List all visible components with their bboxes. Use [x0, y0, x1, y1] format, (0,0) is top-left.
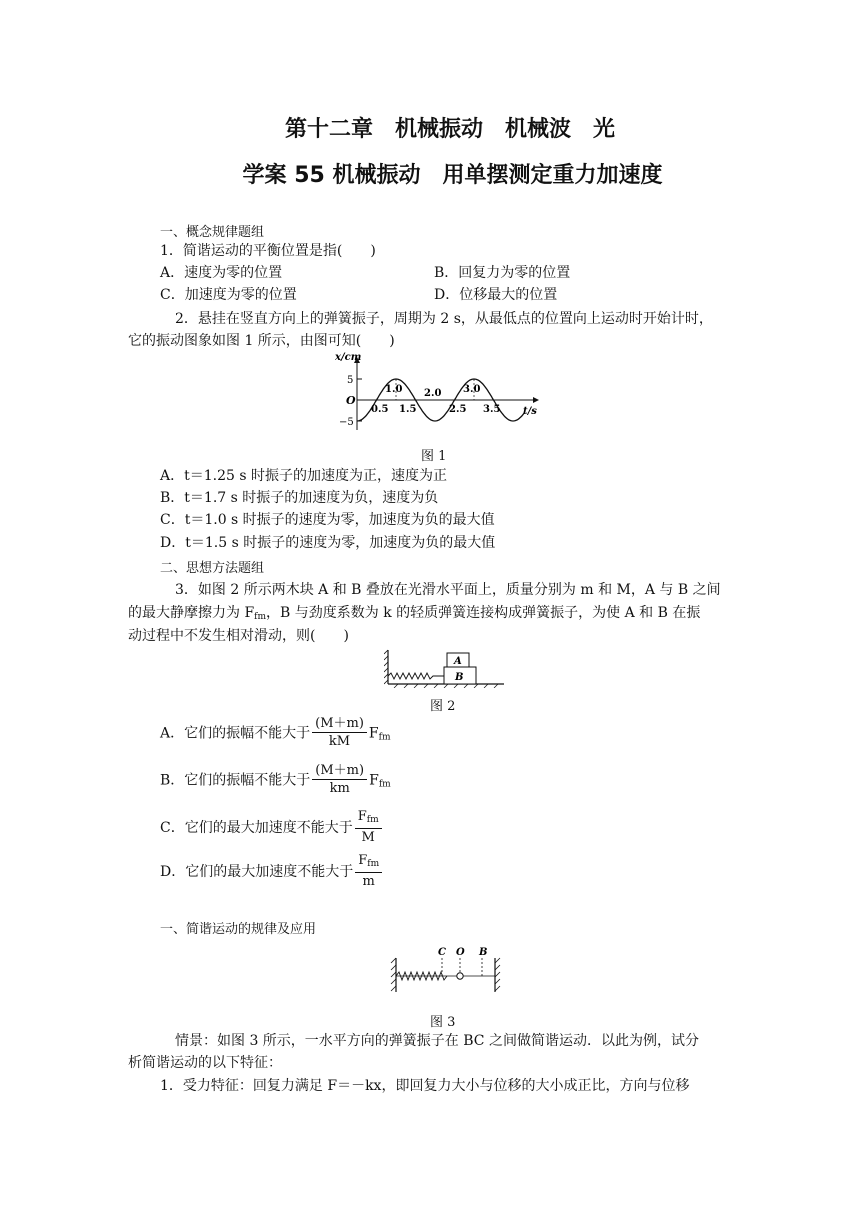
- figure-2-caption: 图 2: [430, 699, 456, 714]
- q1-option-a: A．速度为零的位置: [160, 265, 283, 281]
- label-b: B: [479, 947, 488, 958]
- left-wall-hatch: [391, 958, 396, 991]
- q3-option-a: A．它们的振幅不能大于 $\frac{(M+m)}{kM}$ $F_{fm}$: [160, 716, 391, 749]
- q3-stem-line1: 3．如图 2 所示两木块 A 和 B 叠放在光滑水平面上，质量分别为 m 和 M，A 与 B 之间: [175, 582, 721, 598]
- oscillator-ball: [457, 973, 463, 979]
- x-tick-label-1-5: 1.5: [399, 404, 417, 415]
- q3-stem-line3: 动过程中不发生相对滑动，则( ): [128, 628, 349, 644]
- scenario-line2: 析简谐运动的以下特征：: [128, 1055, 282, 1071]
- q2-option-b: B．t＝1.7 s 时振子的加速度为负，速度为负: [160, 490, 439, 506]
- figure-1-vibration-graph: [335, 352, 550, 437]
- chapter-title: 第十二章 机械振动 机械波 光: [284, 117, 615, 142]
- force-feature-line: 1．受力特征：回复力满足 F＝－kx，即回复力大小与位移的大小成正比，方向与位移: [160, 1078, 690, 1094]
- x-tick-label-3-5: 3.5: [483, 404, 501, 415]
- x-tick-label-0-5: 0.5: [371, 404, 389, 415]
- section-heading-shm-rules: 一、简谐运动的规律及应用: [160, 922, 317, 937]
- right-wall-hatch: [495, 958, 500, 991]
- scenario-line1: 情景：如图 3 所示，一水平方向的弹簧振子在 BC 之间做简谐运动．以此为例，试分: [175, 1033, 699, 1049]
- q2-option-c: C．t＝1.0 s 时振子的速度为零，加速度为负的最大值: [160, 512, 495, 528]
- q2-option-a: A．t＝1.25 s 时振子的加速度为正，速度为正: [160, 468, 447, 484]
- x-tick-label-3-0: 3.0: [463, 384, 481, 395]
- label-o: O: [456, 947, 465, 958]
- q3-option-d: D．它们的最大加速度不能大于 $\frac{F_{fm}}{m}$: [160, 853, 384, 891]
- y-axis-label: x/cm: [335, 352, 362, 363]
- figure-2-spring-blocks: [384, 648, 509, 688]
- block-b-label: B: [455, 672, 464, 683]
- q1-option-d: D．位移最大的位置: [434, 287, 558, 303]
- q1-option-b: B．回复力为零的位置: [434, 265, 571, 281]
- lesson-title: 学案 55 机械振动 用单摆测定重力加速度: [242, 163, 663, 188]
- wall-hatch: [384, 650, 388, 684]
- x-tick-label-2-0: 2.0: [424, 388, 442, 399]
- figure-3-caption: 图 3: [430, 1015, 456, 1030]
- q2-stem-line1: 2．悬挂在竖直方向上的弹簧振子，周期为 2 s，从最低点的位置向上运动时开始计时，: [175, 311, 713, 327]
- block-a-label: A: [454, 656, 462, 667]
- label-c: C: [438, 947, 446, 958]
- q1-option-c: C．加速度为零的位置: [160, 287, 297, 303]
- q3-option-b: B．它们的振幅不能大于 $\frac{(M+m)}{km}$ $F_{fm}$: [160, 763, 391, 796]
- x-axis-label: t/s: [523, 406, 537, 417]
- q2-option-d: D．t＝1.5 s 时振子的速度为零，加速度为负的最大值: [160, 535, 496, 551]
- origin-label: O: [346, 394, 356, 407]
- spring: [396, 972, 447, 980]
- q2-stem-line2: 它的振动图象如图 1 所示，由图可知( ): [128, 333, 395, 349]
- q3-stem-line2: 的最大静摩擦力为 $F_{fm}$，B 与劲度系数为 k 的轻质弹簧连接构成弹簧振子，为使 A 和 B 在振: [128, 605, 701, 622]
- q3-option-c: C．它们的最大加速度不能大于 $\frac{F_{fm}}{M}$: [160, 809, 384, 847]
- q1-stem: 1．简谐运动的平衡位置是指( ): [160, 243, 376, 259]
- figure-3-horizontal-oscillator: [390, 944, 505, 996]
- section-heading-concepts: 一、概念规律题组: [160, 225, 265, 240]
- figure-1-caption: 图 1: [421, 449, 447, 464]
- spring: [388, 673, 444, 679]
- x-tick-label-1-0: 1.0: [385, 384, 403, 395]
- y-tick-label-neg5: −5: [339, 417, 354, 428]
- x-tick-label-2-5: 2.5: [449, 404, 467, 415]
- section-heading-methods: 二、思想方法题组: [160, 561, 265, 576]
- y-tick-label-5: 5: [347, 375, 354, 386]
